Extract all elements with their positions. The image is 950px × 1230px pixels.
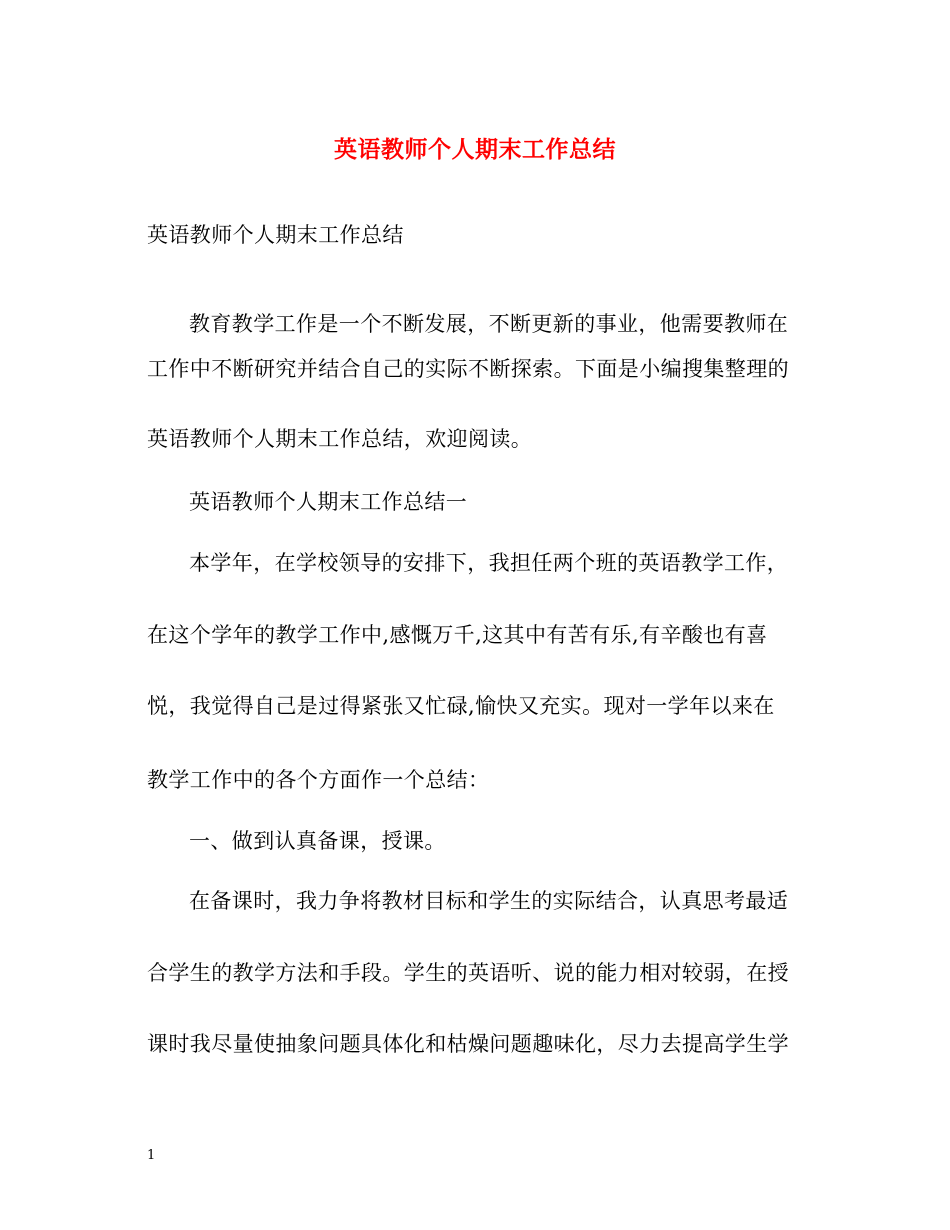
text-line: 在这个学年的教学工作中,感慨万千,这其中有苦有乐,有辛酸也有喜 (147, 623, 768, 647)
text-line: 英语教师个人期末工作总结，欢迎阅读。 (147, 427, 533, 451)
text-line: 一、做到认真备课，授课。 (189, 829, 446, 853)
text-line: 教学工作中的各个方面作一个总结： (147, 768, 490, 792)
document-title: 英语教师个人期末工作总结 (334, 136, 616, 163)
text-line: 工作中不断研究并结合自己的实际不断探索。下面是小编搜集整理的 (147, 357, 789, 381)
text-line: 课时我尽量使抽象问题具体化和枯燥问题趣味化，尽力去提高学生学 (147, 1032, 789, 1056)
text-line: 本学年，在学校领导的安排下，我担任两个班的英语教学工作， (189, 551, 789, 575)
text-line: 英语教师个人期末工作总结 (147, 223, 404, 247)
text-line: 合学生的教学方法和手段。学生的英语听、说的能力相对较弱，在授 (147, 961, 789, 985)
text-line: 在备课时，我力争将教材目标和学生的实际结合，认真思考最适 (189, 889, 789, 913)
text-line: 悦，我觉得自己是过得紧张又忙碌,愉快又充实。现对一学年以来在 (147, 694, 775, 718)
text-line: 教育教学工作是一个不断发展，不断更新的事业，他需要教师在 (189, 312, 789, 336)
page-number: 1 (147, 1148, 156, 1163)
text-line: 英语教师个人期末工作总结一 (189, 490, 468, 514)
